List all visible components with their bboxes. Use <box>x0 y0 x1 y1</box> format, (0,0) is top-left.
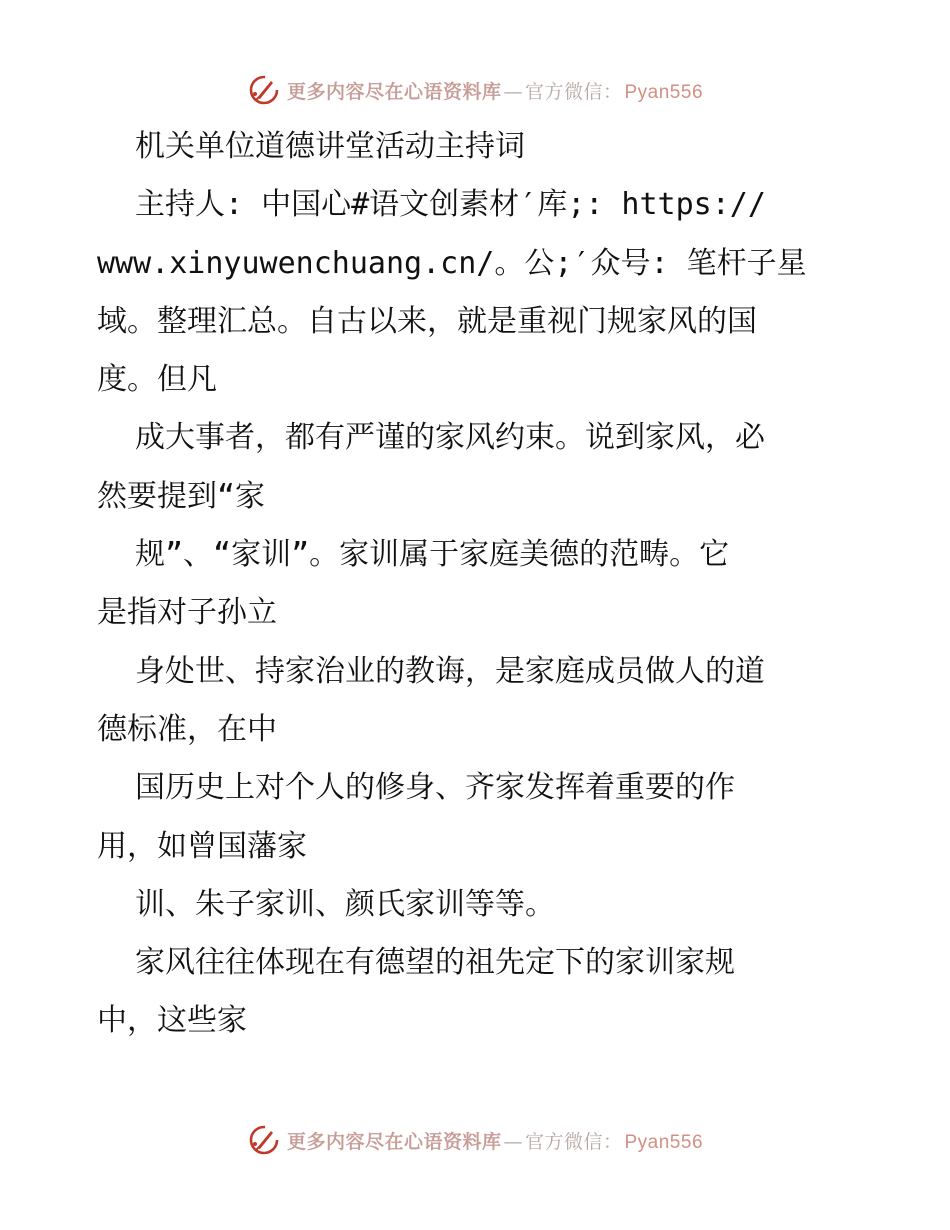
paragraph-line: 用，如曾国藩家 <box>97 828 307 864</box>
footer-dash: — <box>503 1130 523 1153</box>
paragraph-line: 训、朱子家训、颜氏家训等等。 <box>135 886 555 922</box>
paragraph-line: 家风往往体现在有德望的祖先定下的家训家规 <box>135 945 735 981</box>
paragraph-line: 成大事者，都有严谨的家风约束。说到家风，必 <box>135 420 765 456</box>
paragraph-line: 身处世、持家治业的教诲，是家庭成员做人的道 <box>135 653 765 689</box>
paragraph-line: 规”、“家训”。家训属于家庭美德的范畴。它 <box>135 537 730 573</box>
paragraph-line: 中，这些家 <box>97 1003 247 1039</box>
paragraph-line: 德标准，在中 <box>97 711 277 747</box>
paragraph-line: 主持人: 中国心#语文创素材′库;: https:// <box>135 187 766 223</box>
paragraph-line: 度。但凡 <box>97 362 217 398</box>
footer-watermark <box>0 1120 950 1160</box>
quill-logo-icon <box>247 1123 281 1157</box>
paragraph-line: www.xinyuwenchuang.cn/。公;′众号: 笔杆子星 <box>97 245 807 281</box>
document-title: 机关单位道德讲堂活动主持词 <box>135 129 525 164</box>
paragraph-line: 域。整理汇总。自古以来，就是重视门规家风的国 <box>97 303 757 339</box>
document-body <box>97 118 857 1051</box>
paragraph-line: 是指对子孙立 <box>97 595 277 631</box>
paragraph-line: 然要提到“家 <box>97 478 266 514</box>
footer-wechat-label: 官方微信： <box>524 1130 623 1153</box>
quill-logo-icon <box>247 73 281 107</box>
paragraph-line: 国历史上对个人的修身、齐家发挥着重要的作 <box>135 770 735 806</box>
header-wechat-handle: Pyan556 <box>624 81 704 103</box>
header-watermark <box>0 70 950 110</box>
header-site-text: 更多内容尽在心语资料库 <box>286 80 502 103</box>
footer-site-text: 更多内容尽在心语资料库 <box>286 1130 502 1153</box>
footer-watermark-text <box>287 1127 703 1154</box>
footer-wechat-handle: Pyan556 <box>624 1131 704 1153</box>
header-wechat-label: 官方微信： <box>524 80 623 103</box>
header-dash: — <box>503 80 523 103</box>
header-watermark-text <box>287 77 703 104</box>
